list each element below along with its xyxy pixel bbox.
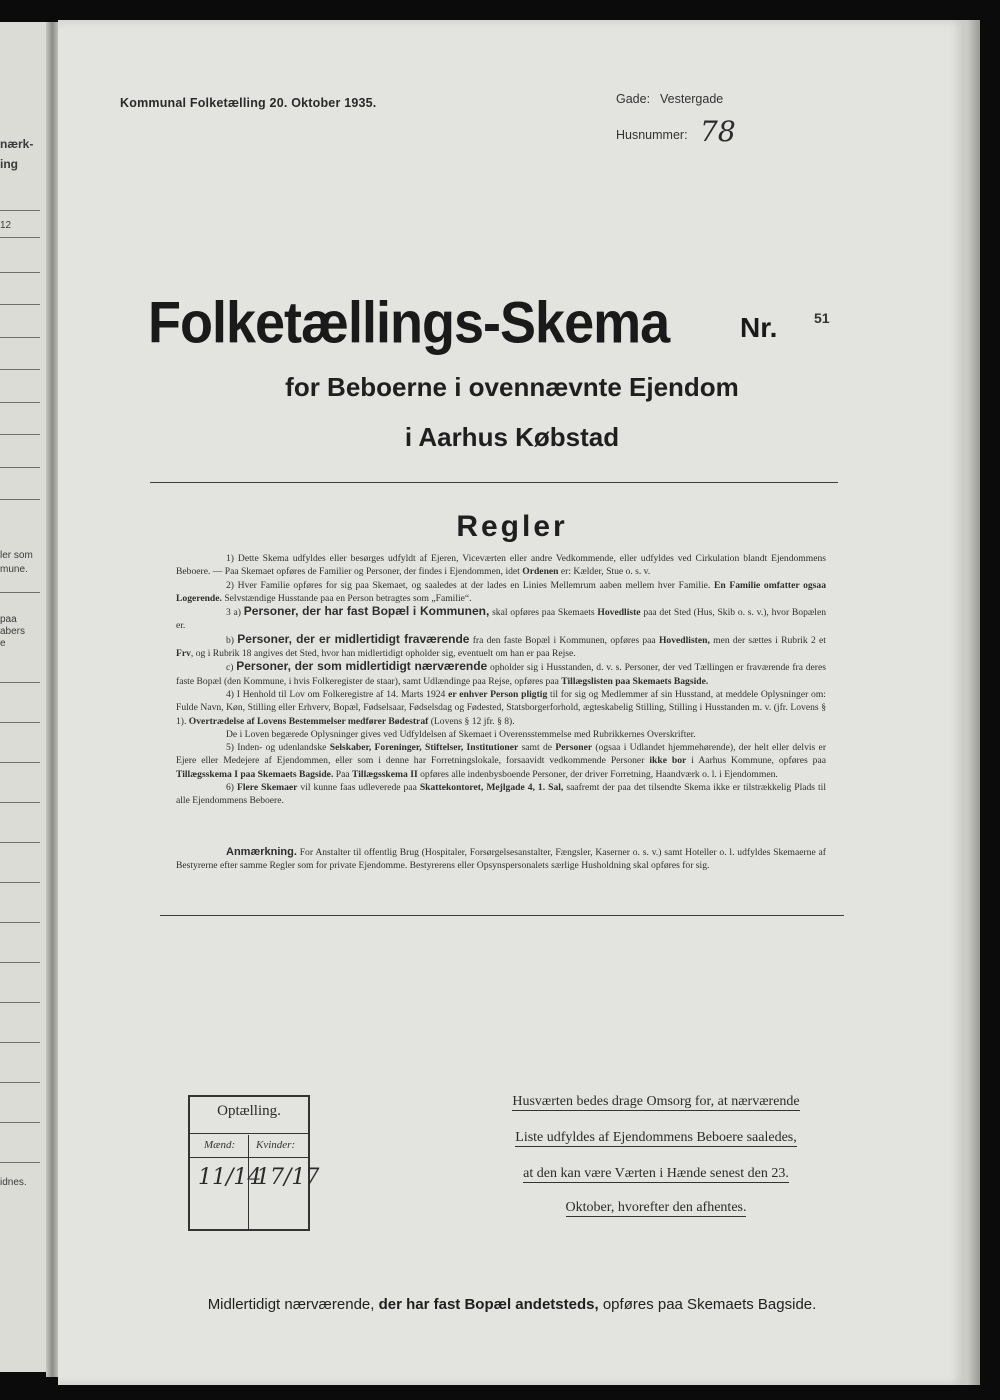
margin-fragment: mune. <box>0 564 28 575</box>
house-number-label: Husnummer: <box>616 128 688 142</box>
street-label: Gade: <box>616 92 651 106</box>
rules-text: 1) Dette Skema udfyldes eller besørges udfyldt af Ejeren, Viceværten eller andre Vedkommende, eller udfyldes ved Cirkulation blandt Ejendommens Beboere. — Paa Skemaet opføres de Familier og Personer, der findes i Ejendommen, idet Ordenen er: Kælder, Stue o. s. v. 2) Hver Familie opføres for sig paa Skemaet, og saaledes at der lades en Linies Mellemrum aaben mellem hver Familie. En Familie omfatter ogsaa Logerende. Selvstændige Husstande paa en Person betragtes som „Familie“. 3 a) Personer, der har fast Bopæl i Kommunen, skal opføres paa Skemaets Hovedliste paa det Sted (Hus, Skib o. s. v.), hvor Bopælen er. b) Personer, der er midlertidigt fraværende fra den faste Bopæl i Kommunen, opføres paa Hovedlisten, men der sættes i Rubrik 2 et Frv, og i Rubrik 18 angives det Sted, hvor han midlertidigt opholder sig, eventuelt om han er paa Rejse. c) Personer, der som midlertidigt nærværende opholder sig i Husstanden, d. v. s. Personer, der ved Tællingen er fraværende fra deres faste Bopæl (den Kommune, i hvis Folkeregister de staar), samt Udlændinge paa Rejse, opføres paa Tillægslisten paa Skemaets Bagside. 4) I Henhold til Lov om Folkeregistre af 14. Marts 1924 er enhver Person pligtig til for sig og Medlemmer af sin Husstand, at meddele Oplysninger om: Fulde Navn, Køn, Stilling eller Erhverv, Bopæl, Fødselsaar, Fødselsdag og Fødested, Statsborgerforhold, ægteskabelig Stilling, Stilling i Husstanden m. v. (jfr. Lovens § 1). Overtrædelse af Lovens Bestemmelser medfører Bødestraf (Lovens § 12 jfr. § 8). De i Loven begærede Oplysninger gives ved Udfyldelsen af Skemaet i Overensstemmelse med Rubrikkernes Overskrifter. 5) Inden- og udenlandske Selskaber, Foreninger, Stiftelser, Institutioner samt de Personer (ogsaa i Udlandet hjemmehørende), der helt eller delvis er Ejere eller Medejere af Ejendommen, eller som i denne har Forretningslokale, forsaavidt vedkommende Personer ikke bor i Aarhus Kommune, opføres paa Tillægsskema I paa Skemaets Bagside. Paa Tillægsskema II opføres alle indenbysboende Personer, der driver Forretning, Haandværk o. l. i Ejendommen. 6) Flere Skemaer vil kunne faas udleverede paa Skattekontoret, Mejlgade 4, 1. Sal, saafremt der paa det tilsendte Skema ikke er tilstrækkelig Plads til alle Ejendommens Beboere. <box>176 553 827 807</box>
footer-note: Midlertidigt nærværende, der har fast Bopæl andetsteds, opføres paa Skemaets Bagside. <box>207 1296 817 1313</box>
margin-fragment: paa <box>0 614 17 625</box>
notice-line-3: at den kan være Værten i Hænde senest den 23. <box>523 1166 789 1181</box>
rules-heading: Regler <box>456 510 568 543</box>
count-box <box>188 1095 320 1231</box>
form-nr-label: Nr. <box>740 312 778 343</box>
women-count: 17/17 <box>256 1165 320 1190</box>
divider-bottom <box>160 915 844 916</box>
margin-fragment: ing <box>0 157 18 171</box>
margin-fragment: ler som <box>0 550 33 561</box>
note-label: Anmærkning. <box>226 846 297 858</box>
women-label: Kvinder: <box>256 1139 296 1151</box>
divider-top <box>150 482 838 483</box>
house-number-value: 78 <box>700 115 736 148</box>
page-edge <box>966 20 980 1385</box>
census-form-page <box>58 20 966 1385</box>
census-title: Kommunal Folketælling 20. Oktober 1935. <box>120 96 377 110</box>
margin-fragment: 12 <box>0 220 12 231</box>
notice-line-2: Liste udfyldes af Ejendommens Beboere saaledes, <box>515 1130 797 1145</box>
form-subtitle-1: for Beboerne i ovennævnte Ejendom <box>285 372 739 402</box>
margin-fragment: e <box>0 638 6 649</box>
note-text: For Anstalter til offentlig Brug (Hospitaler, Forsørgelsesanstalter, Fængsler, Kaserner o. s. v.) samt Hoteller o. l. udfyldes Skemaerne af Bestyrerne efter samme Regler som for private Ejendomme. Bestyrerens eller Opsynspersonalets særlige Husholdning skal opføres for sig. <box>176 847 826 872</box>
margin-fragment: abers <box>0 626 26 637</box>
adjacent-left-page <box>0 22 52 1372</box>
form-nr-value: 51 <box>814 310 830 326</box>
margin-fragment: nærk- <box>0 137 34 151</box>
men-label: Mænd: <box>204 1139 236 1151</box>
street-value: Vestergade <box>660 92 724 106</box>
notice-line-1: Husværten bedes drage Omsorg for, at nærværende <box>512 1094 800 1109</box>
form-title: Folketællings-Skema <box>148 290 670 356</box>
margin-fragment: idnes. <box>0 1177 27 1188</box>
men-count: 11/14 <box>198 1165 262 1190</box>
count-box-title: Optælling. <box>217 1103 281 1119</box>
form-subtitle-2: i Aarhus Købstad <box>404 422 620 452</box>
note-block <box>176 846 826 873</box>
notice-line-4: Oktober, hvorefter den afhentes. <box>565 1200 747 1215</box>
